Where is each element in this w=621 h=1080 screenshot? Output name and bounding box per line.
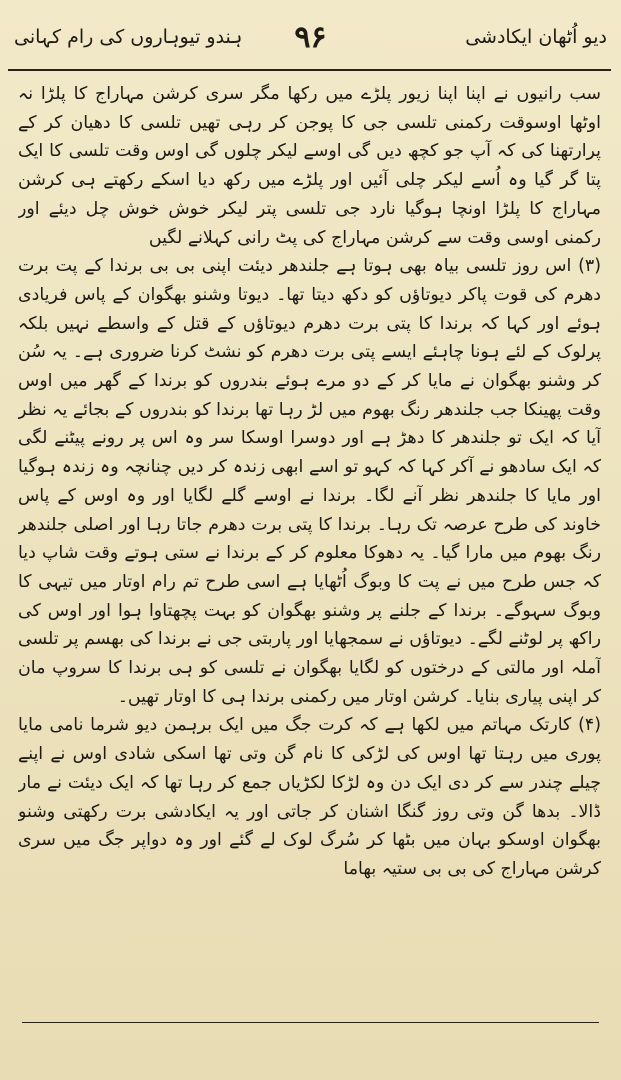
running-title-left: ہندو تیوہاروں کی رام کہانی <box>14 26 243 48</box>
page-body <box>18 80 601 1010</box>
running-title-right: دیو اُٹھان ایکادشی <box>465 26 607 48</box>
paragraph-section-4: (۴) کارتک مہاتم میں لکھا ہے کہ کرت جگ میں ایک برہمن دیو شرما نامی مایا پوری میں رہتا تھا اوس کی لڑکی کا نام گن وتی تھا اسکی شادی اوس نے اپنے چیلے چندر سے کر دی ایک دن وہ لڑکا لکڑیاں جمع کر رہا تھا کہ ایک دیئت نے مار ڈالا۔ بدھا گن وتی روز گنگا اشنان کر جاتی اور یہ ایکادشی برت رکھتی وشنو بھگوان اوسکو بہان میں بٹھا کر سُرگ لوک لے گئے اور وہ دواپر جگ میں سری کرشن مہاراج کی بی بی ستیہ بھاما <box>18 715 601 879</box>
footer-rule <box>22 1022 599 1023</box>
paragraph-section-3: (۳) اس روز تلسی بیاہ بھی ہوتا ہے جلندھر دیئت اپنی بی بی برندا کے پت برت دھرم کی قوت پاکر دیوتاؤں کو دکھ دیتا تھا۔ دیوتا وشنو بھگوان کے پاس فریادی ہوئے اور کہا کہ برندا کا پتی برت دھرم دیوتاؤں کے قتل کے واسطے نہیں بلکہ پرلوک کے لئے ہونا چاہئے ایسے پتی برت دھرم کو نشٹ کرنا ضروری ہے۔ یہ سُن کر وشنو بھگوان نے مایا کر کے دو مرے ہوئے بندروں کو برندا کے گھر میں اوس وقت پھینکا جب جلندھر رنگ بھوم میں لڑ رہا تھا برندا کو بندروں کے بجائے یہ نظر آیا کہ ایک تو جلندھر کا دھڑ ہے اور دوسرا اوسکا سر وہ اس پر رونے پیٹنے لگی کہ ایک سادھو نے آکر کہا کہ کہو تو اسے ابھی زندہ کر دیں چنانچہ وہ زندہ ہوگیا اور مایا کا جلندھر نظر آنے لگا۔ برندا نے اوسے گلے لگایا اور وہ اوس کے پاس خاوند کی طرح عرصہ تک رہا۔ برندا کا پتی برت دھرم جاتا رہا اور اصلی جلندھر رنگ بھوم میں مارا گیا۔ یہ دھوکا معلوم کر کے برندا نے ستی ہوتے وقت شاپ دیا کہ جس طرح میں نے پت کا وبوگ اُٹھایا ہے اسی طرح تم رام اوتار میں تیہی کا وبوگ سہوگے۔ برندا کے جلنے پر وشنو بھگوان کو بہت پچھتاوا ہوا اور اوس کی راکھ پر لوٹنے لگے۔ دیوتاؤں نے سمجھایا اور پاربتی جی نے برندا کی بھسم پر تلسی آملہ اور مالتی کے درختوں کو لگایا بھگوان نے تلسی کو ہی برندا کا سروپ مان کر اپنی پیاری بنایا۔ کرشن اوتار میں رکمنی برندا ہی کا اوتار تھیں۔ <box>18 256 601 707</box>
page-number: ۹۶ <box>294 20 327 55</box>
paragraph-continuation: سب رانیوں نے اپنا اپنا زیور پلڑے میں رکھا مگر سری کرشن مہاراج کا پلڑا نہ اوٹھا اوسوقت رکمنی تلسی جی کا پوجن کر رہی تھیں تلسی کا دھیان کر کے پرارتھنا کی کہ آپ جو کچھ دیں گی اوسے لیکر چلوں گی اوس وقت تلسی کا ایک پتا گر گیا وہ اُسے لیکر چلی آئیں اور پلڑے میں رکھ دیا اسکے رکھتے ہی کرشن مہاراج کا پلڑا اونچا ہوگیا نارد جی تلسی پتر لیکر خوش خوش چل دیئے اور رکمنی اوسی وقت سے کرشن مہاراج کی پٹ رانی کہلانے لگیں <box>18 84 601 248</box>
page-header <box>14 20 607 68</box>
header-rule <box>8 69 611 71</box>
